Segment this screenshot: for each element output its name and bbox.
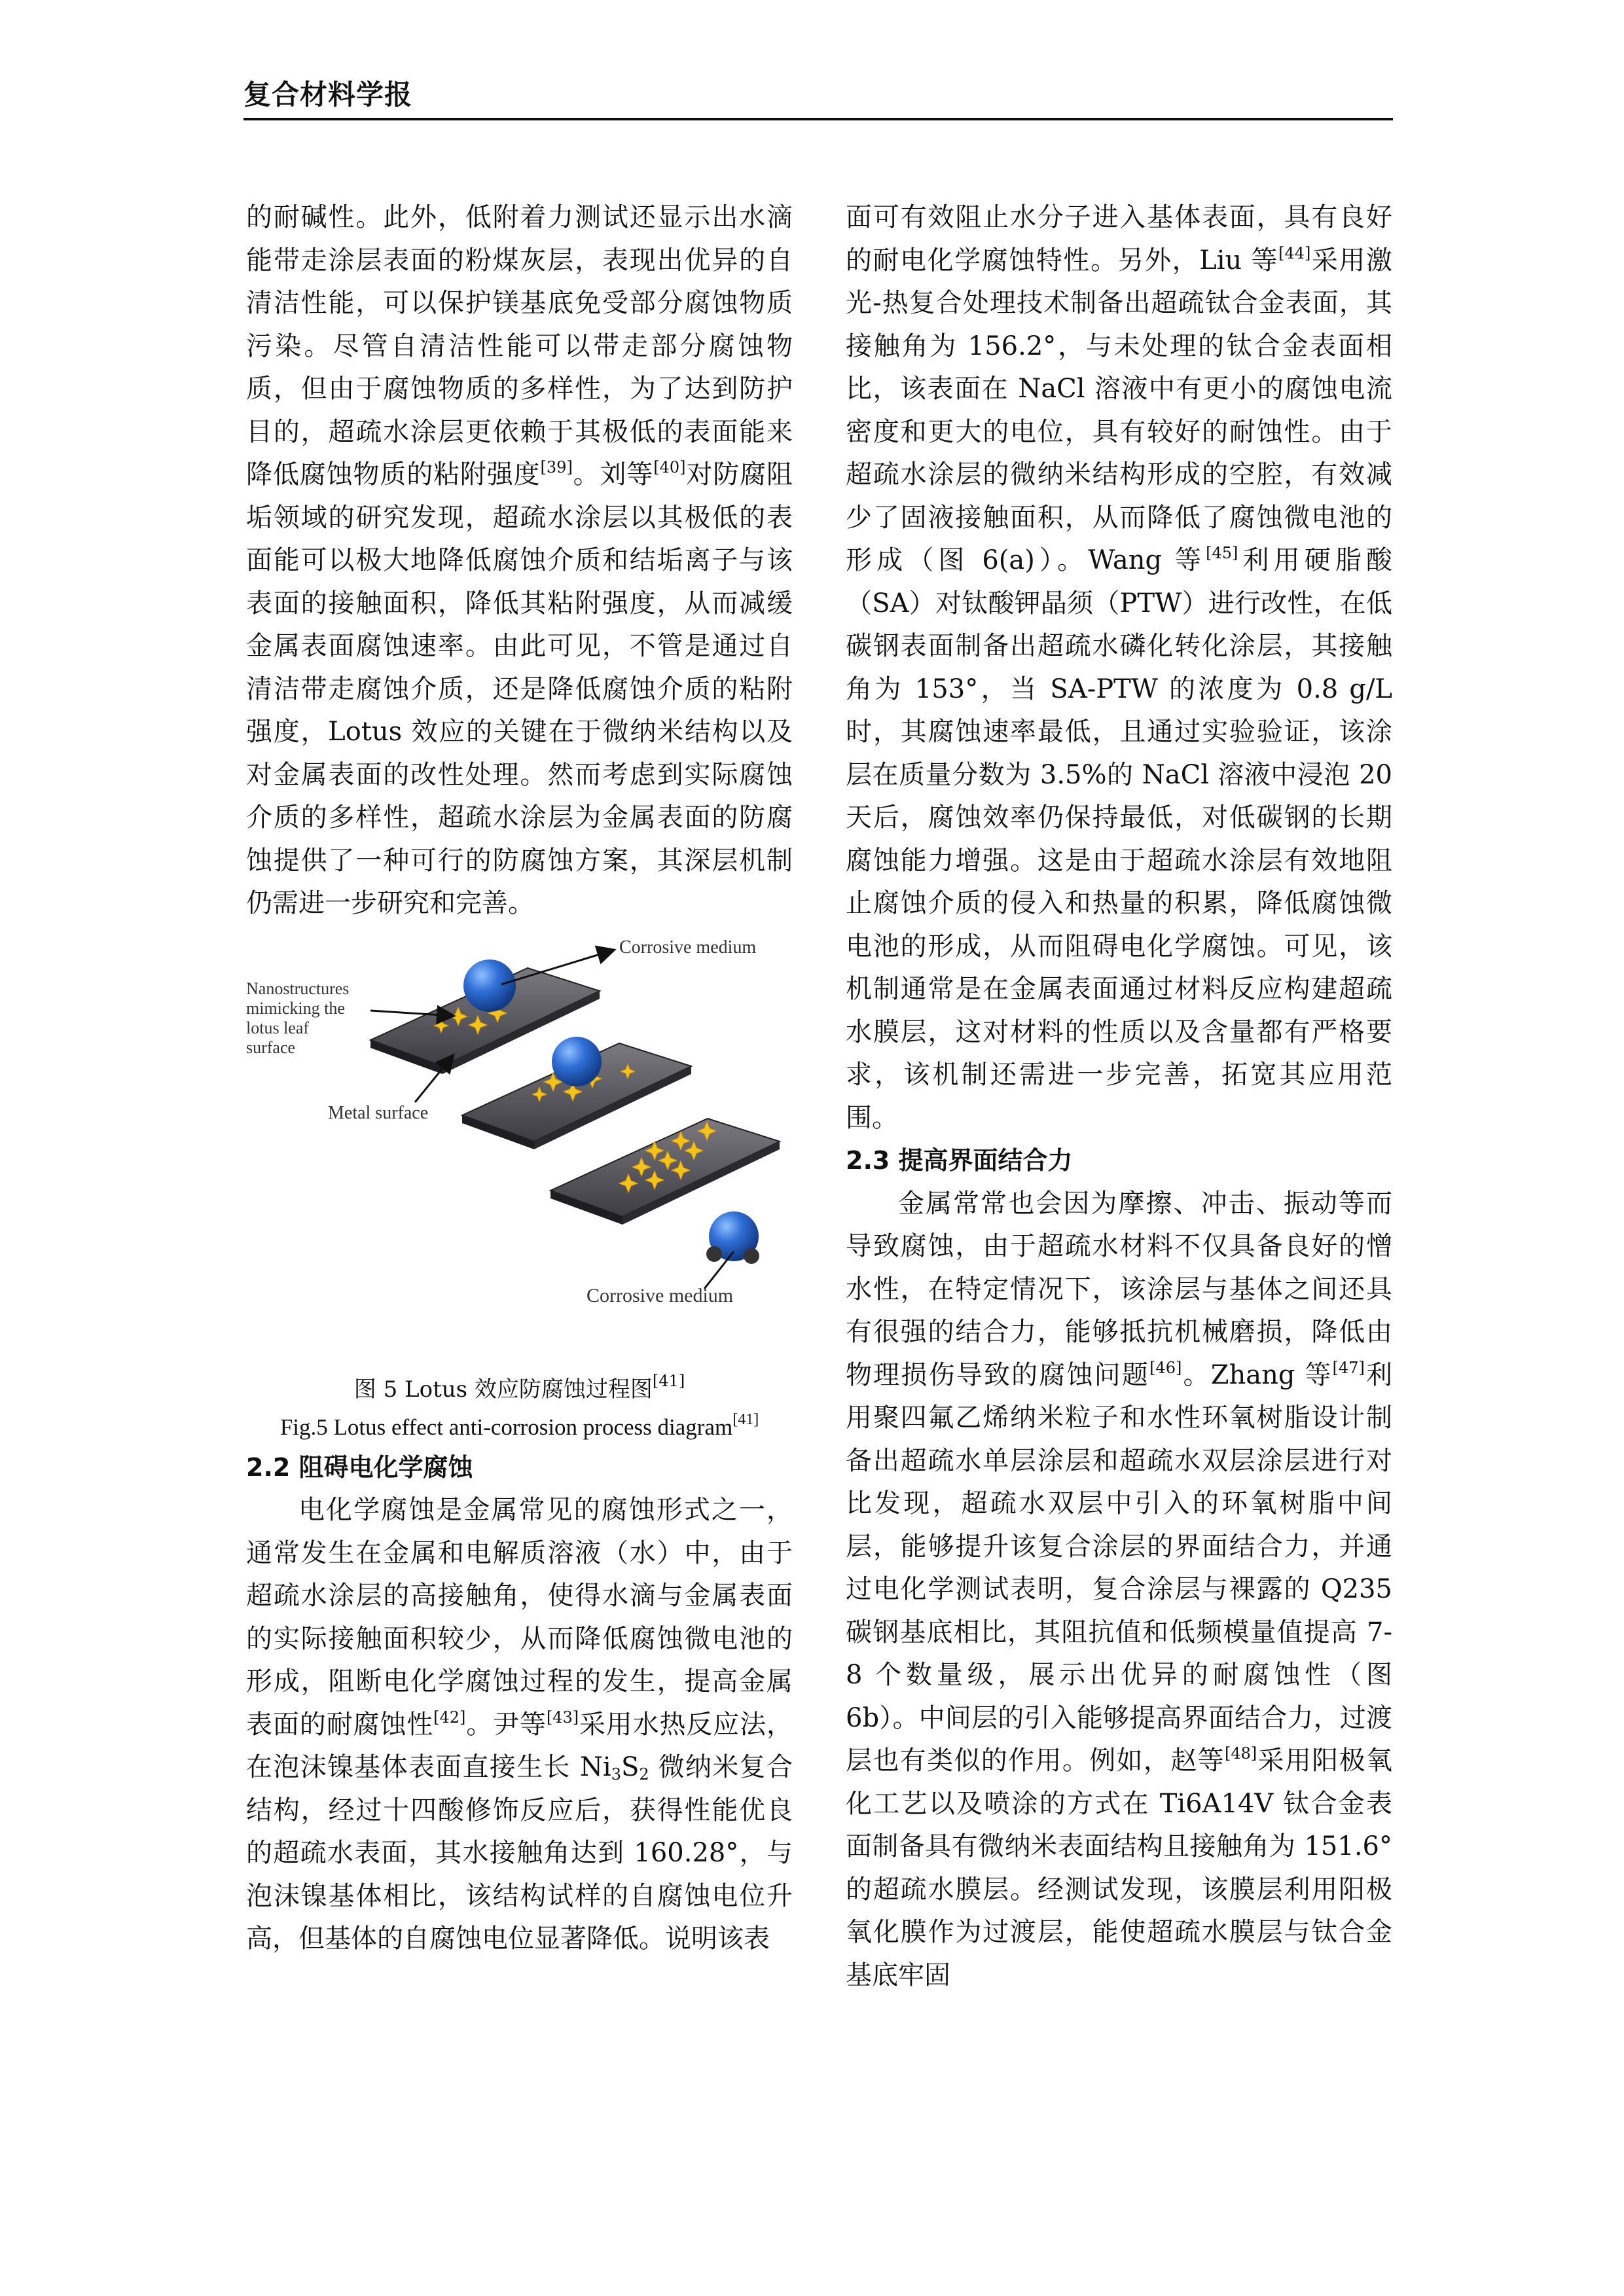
citation[interactable]: [44] — [1278, 243, 1311, 262]
label-corrosive-medium-bottom: Corrosive medium — [586, 1284, 734, 1305]
label-nanostructures-1: Nanostructures — [246, 978, 350, 998]
figure-caption-zh: 图 5 Lotus 效应防腐蚀过程图[41] — [353, 1371, 685, 1403]
right-paragraph-1: 面可有效阻止水分子进入基体表面，具有良好的耐电化学腐蚀特性。另外，Liu 等[44]采用激光-热复合处理技术制备出超疏钛合金表面，其接触角为 156.2°，与未处理的钛合金表面相比，该表面在 NaCl 溶液中有更小的腐蚀电流密度和更大的电位，具有较好的耐蚀性。由于超疏水涂层的微纳米结构形成的空腔，有效减少了固液接触面积，从而降低了腐蚀微电池的形成（图 6(a)）。Wang 等[45]利用硬脂酸（SA）对钛酸钾晶须（PTW）进行改性，在低碳钢表面制备出超疏水磷化转化涂层，其接触角为 153°，当 SA-PTW 的浓度为 0.8 g/L 时，其腐蚀速率最低，且通过实验验证，该涂层在质量分数为 3.5%的 NaCl 溶液中浸泡 20 天后，腐蚀效率仍保持最低，对低碳钢的长期腐蚀能力增强。这是由于超疏水涂层有效地阻止腐蚀介质的侵入和热量的积累，降低腐蚀微电池的形成，从而阻碍电化学腐蚀。可见，该机制通常是在金属表面通过材料反应构建超疏水膜层，这对材料的性质以及含量都有严格要求，该机制还需进一步完善，拓宽其应用范围。 — [846, 202, 1393, 1133]
left-paragraph-2: 电化学腐蚀是金属常见的腐蚀形式之一，通常发生在金属和电解质溶液（水）中，由于超疏水涂层的高接触角，使得水滴与金属表面的实际接触面积较少，从而降低腐蚀微电池的形成，阻断电化学腐蚀过程的发生，提高金属表面的耐腐蚀性[42]。尹等[43]采用水热反应法，在泡沫镍基体表面直接生长 $Ni_3S_2$ 微纳米复合结构，经过十四酸修饰反应后，获得性能优良的超疏水表面，其水接触角达到 160.28°，与泡沫镍基体相比，该结构试样的自腐蚀电位升高，但基体的自腐蚀电位显著降低。说明该表 — [246, 1495, 793, 1954]
citation[interactable]: [40] — [653, 458, 686, 476]
citation[interactable]: [43] — [546, 1708, 579, 1727]
journal-title: 复合材料学报 — [244, 79, 413, 111]
label-nanostructures-2: mimicking the — [246, 998, 345, 1018]
citation[interactable]: [42] — [433, 1708, 466, 1727]
lotus-effect-diagram — [246, 939, 793, 1305]
metal-plate-3 — [550, 1119, 780, 1225]
label-metal-surface: Metal surface — [328, 1102, 429, 1123]
citation[interactable]: [39] — [540, 458, 573, 476]
label-corrosive-medium-top: Corrosive medium — [619, 938, 757, 958]
left-column — [246, 196, 793, 1961]
figure-5 — [246, 939, 793, 1371]
left-paragraph-1: 的耐碱性。此外，低附着力测试还显示出水滴能带走涂层表面的粉煤灰层，表现出优异的自清洁性能，可以保护镁基底免受部分腐蚀物质污染。尽管自清洁性能可以带走部分腐蚀物质，但由于腐蚀物质的多样性，为了达到防护目的，超疏水涂层更依赖于其极低的表面能来降低腐蚀物质的粘附强度[39]。刘等[40]对防腐阻垢领域的研究发现，超疏水涂层以其极低的表面能可以极大地降低腐蚀介质和结垢离子与该表面的接触面积，降低其粘附强度，从而减缓金属表面腐蚀速率。由此可见，不管是通过自清洁带走腐蚀介质，还是降低腐蚀介质的粘附强度，Lotus 效应的关键在于微纳米结构以及对金属表面的改性处理。然而考虑到实际腐蚀介质的多样性，超疏水涂层为金属表面的防腐蚀提供了一种可行的防腐蚀方案，其深层机制仍需进一步研究和完善。 — [246, 202, 793, 918]
right-paragraph-2: 金属常常也会因为摩擦、冲击、振动等而导致腐蚀，由于超疏水材料不仅具备良好的憎水性，在特定情况下，该涂层与基体之间还具有很强的结合力，能够抵抗机械磨损，降低由物理损伤导致的腐蚀问题[46]。Zhang 等[47]利用聚四氟乙烯纳米粒子和水性环氧树脂设计制备出超疏水单层涂层和超疏水双层涂层进行对比发现，超疏水双层中引入的环氧树脂中间层，能够提升该复合涂层的界面结合力，并通过电化学测试表明，复合涂层与裸露的 Q235 碳钢基底相比，其阻抗值和低频模量值提高 7-8 个数量级，展示出优异的耐腐蚀性（图 6b）。中间层的引入能够提高界面结合力，过渡层也有类似的作用。例如，赵等[48]采用阳极氧化工艺以及喷涂的方式在 Ti6A14V 钛合金表面制备具有微纳米表面结构且接触角为 151.6°的超疏水膜层。经测试发现，该膜层利用阳极氧化膜作为过渡层，能使超疏水膜层与钛合金基底牢固 — [846, 1188, 1393, 1990]
citation[interactable]: [46] — [1149, 1358, 1182, 1377]
citation[interactable]: [45] — [1206, 544, 1238, 562]
water-droplet-1 — [463, 960, 516, 1012]
citation[interactable]: [47] — [1332, 1358, 1365, 1377]
section-heading-2-2: 2.2 阻碍电化学腐蚀 — [246, 1452, 473, 1482]
right-column — [846, 196, 1392, 1997]
label-nanostructures-3: lotus leaf — [246, 1018, 310, 1037]
figure-caption-en: Fig.5 Lotus effect anti-corrosion process diagram[41] — [280, 1410, 759, 1440]
header-rule — [244, 118, 1393, 120]
water-droplet-3 — [706, 1211, 759, 1264]
section-heading-2-3: 2.3 提高界面结合力 — [846, 1146, 1073, 1175]
citation[interactable]: [48] — [1224, 1744, 1257, 1763]
water-droplet-2 — [552, 1037, 602, 1086]
label-nanostructures-4: surface — [246, 1037, 296, 1057]
